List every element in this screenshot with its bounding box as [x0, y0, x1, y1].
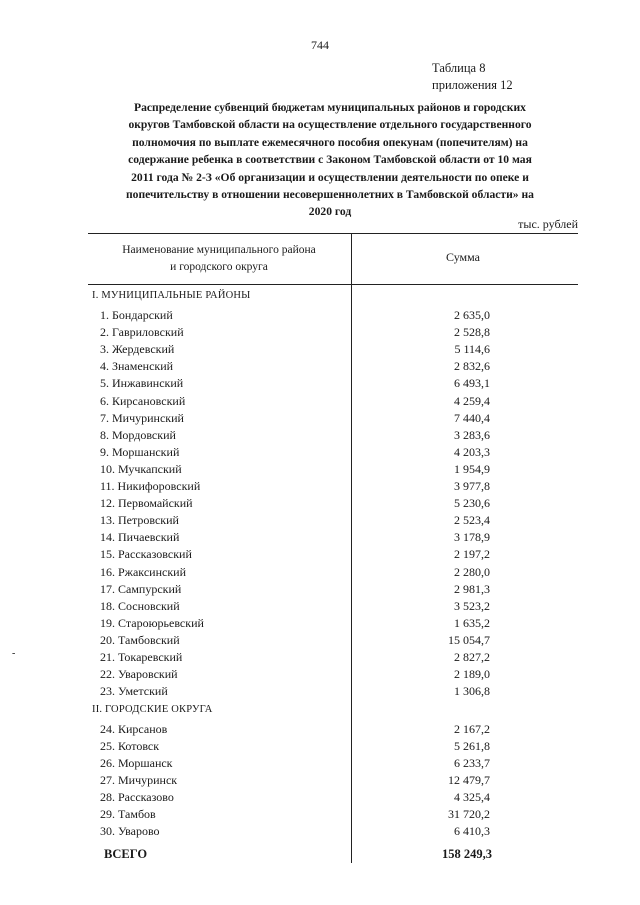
title-line: полномочия по выплате ежемесячного пособия опекунам (попечителям) на [132, 135, 528, 149]
row-value: 6 493,1 [454, 376, 490, 391]
row-name: 21. Токаревский [100, 650, 183, 664]
table-row [0, 496, 640, 512]
row-name: 27. Мичуринск [100, 773, 178, 787]
section-heading-city-districts: II. ГОРОДСКИЕ ОКРУГА [92, 704, 213, 715]
title-line: содержание ребенка в соответствии с Законом Тамбовской области от 10 мая [128, 153, 532, 167]
row-name: 14. Пичаевский [100, 530, 180, 545]
row-value: 12 479,7 [448, 773, 490, 787]
row-value: 3 178,9 [454, 530, 490, 545]
table-row [0, 308, 640, 324]
title-line: Распределение субвенций бюджетам муниципальных районов и городских [134, 101, 526, 114]
table-row [0, 790, 640, 806]
table-row [0, 445, 640, 461]
row-value: 5 230,6 [454, 496, 490, 511]
table-row [0, 376, 640, 392]
row-name: 9. Моршанский [100, 444, 180, 459]
row-value: 4 325,4 [454, 790, 490, 804]
row-value: 6 233,7 [454, 756, 490, 770]
table-row [0, 599, 640, 615]
row-value: 2 981,3 [454, 581, 490, 596]
table-number: Таблица 8 [432, 61, 486, 75]
title-line: попечительству в отношении несовершеннолетних в Тамбовской области» на [126, 188, 534, 202]
row-name: 16. Ржаксинский [100, 564, 186, 579]
table-row [0, 582, 640, 598]
row-name: 5. Инжавинский [100, 376, 184, 391]
table-row [0, 616, 640, 632]
total-label: ВСЕГО [104, 847, 148, 861]
table-row [0, 359, 640, 375]
document-title [95, 99, 565, 221]
title-line: округов Тамбовской области на осуществление отдельного государственного [128, 118, 532, 132]
table-row [0, 667, 640, 683]
table-row [0, 530, 640, 546]
table-row [0, 756, 640, 772]
row-value: 1 954,9 [454, 461, 490, 476]
row-value: 5 261,8 [454, 739, 490, 753]
row-name: 19. Староюрьевский [100, 615, 204, 630]
row-name: 26. Моршанск [100, 756, 173, 770]
row-name: 13. Петровский [100, 513, 179, 528]
appendix-number: приложения 12 [432, 78, 513, 92]
row-name: 8. Мордовский [100, 427, 176, 442]
row-name: 1. Бондарский [100, 308, 173, 322]
row-name: 11. Никифоровский [100, 479, 201, 493]
table-row [0, 428, 640, 444]
row-name: 28. Рассказово [100, 790, 174, 804]
row-name: 25. Котовск [100, 739, 160, 753]
row-name: 10. Мучкапский [100, 461, 182, 476]
row-name: 24. Кирсанов [100, 722, 168, 736]
table-top-border [88, 233, 578, 234]
table-row [0, 824, 640, 840]
row-value: 1 306,8 [454, 684, 490, 699]
page-number: 744 [311, 38, 329, 52]
table-row [0, 633, 640, 649]
row-name: 18. Сосновский [100, 598, 180, 613]
row-value: 3 523,2 [454, 598, 490, 613]
row-name: 7. Мичуринский [100, 410, 184, 425]
row-name: 6. Кирсановский [100, 393, 186, 408]
row-value: 3 977,8 [454, 479, 490, 493]
row-name: 3. Жердевский [100, 342, 175, 357]
row-value: 1 635,2 [454, 615, 490, 630]
title-line: 2011 года № 2-З «Об организации и осуществлении деятельности по опеке и [131, 170, 529, 184]
table-row [0, 807, 640, 823]
row-name: 4. Знаменский [100, 359, 174, 374]
header-name-line: и городского округа [170, 261, 268, 273]
row-value: 5 114,6 [454, 342, 490, 357]
row-name: 22. Уваровский [100, 667, 178, 682]
row-value: 4 259,4 [454, 393, 490, 408]
row-name: 2. Гавриловский [100, 325, 184, 340]
table-row [0, 547, 640, 563]
total-value: 158 249,3 [442, 847, 492, 861]
row-name: 23. Уметский [100, 684, 168, 699]
row-value: 2 832,6 [454, 359, 490, 374]
table-row [0, 650, 640, 666]
table-row [0, 411, 640, 427]
row-name: 15. Рассказовский [100, 547, 192, 562]
table-row [0, 394, 640, 410]
row-name: 30. Уварово [100, 824, 160, 838]
row-value: 2 189,0 [454, 667, 490, 682]
row-value: 2 635,0 [454, 308, 490, 322]
table-row [0, 325, 640, 341]
table-row [0, 773, 640, 789]
table-row [0, 739, 640, 755]
row-name: 29. Тамбов [100, 807, 156, 821]
table-row [0, 342, 640, 358]
header-bottom-border [88, 284, 578, 285]
row-value: 31 720,2 [448, 807, 490, 821]
row-value: 2 528,8 [454, 325, 490, 340]
row-name: 20. Тамбовский [100, 632, 180, 647]
units-label: тыс. рублей [518, 217, 578, 231]
row-value: 2 280,0 [454, 564, 490, 579]
row-value: 2 197,2 [454, 547, 490, 562]
row-name: 12. Первомайский [100, 496, 193, 511]
row-value: 2 827,2 [454, 650, 490, 664]
table-reference [432, 60, 513, 94]
margin-mark: - [12, 648, 16, 659]
column-header-sum: Сумма [446, 250, 480, 264]
table-row [0, 565, 640, 581]
row-value: 2 167,2 [454, 722, 490, 736]
header-name-line: Наименование муниципального района [122, 244, 316, 256]
title-line: 2020 год [308, 205, 352, 219]
row-value: 15 054,7 [448, 632, 490, 647]
table-row [0, 513, 640, 529]
table-row [0, 462, 640, 478]
row-value: 3 283,6 [454, 427, 490, 442]
table-row [0, 684, 640, 700]
row-value: 6 410,3 [454, 824, 490, 838]
table-row [0, 479, 640, 495]
table-row [0, 722, 640, 738]
row-value: 7 440,4 [454, 410, 490, 425]
row-name: 17. Сампурский [100, 581, 182, 596]
row-value: 2 523,4 [454, 513, 490, 528]
column-header-name [88, 242, 350, 276]
section-heading-districts: I. МУНИЦИПАЛЬНЫЕ РАЙОНЫ [92, 290, 251, 301]
row-value: 4 203,3 [454, 444, 490, 459]
